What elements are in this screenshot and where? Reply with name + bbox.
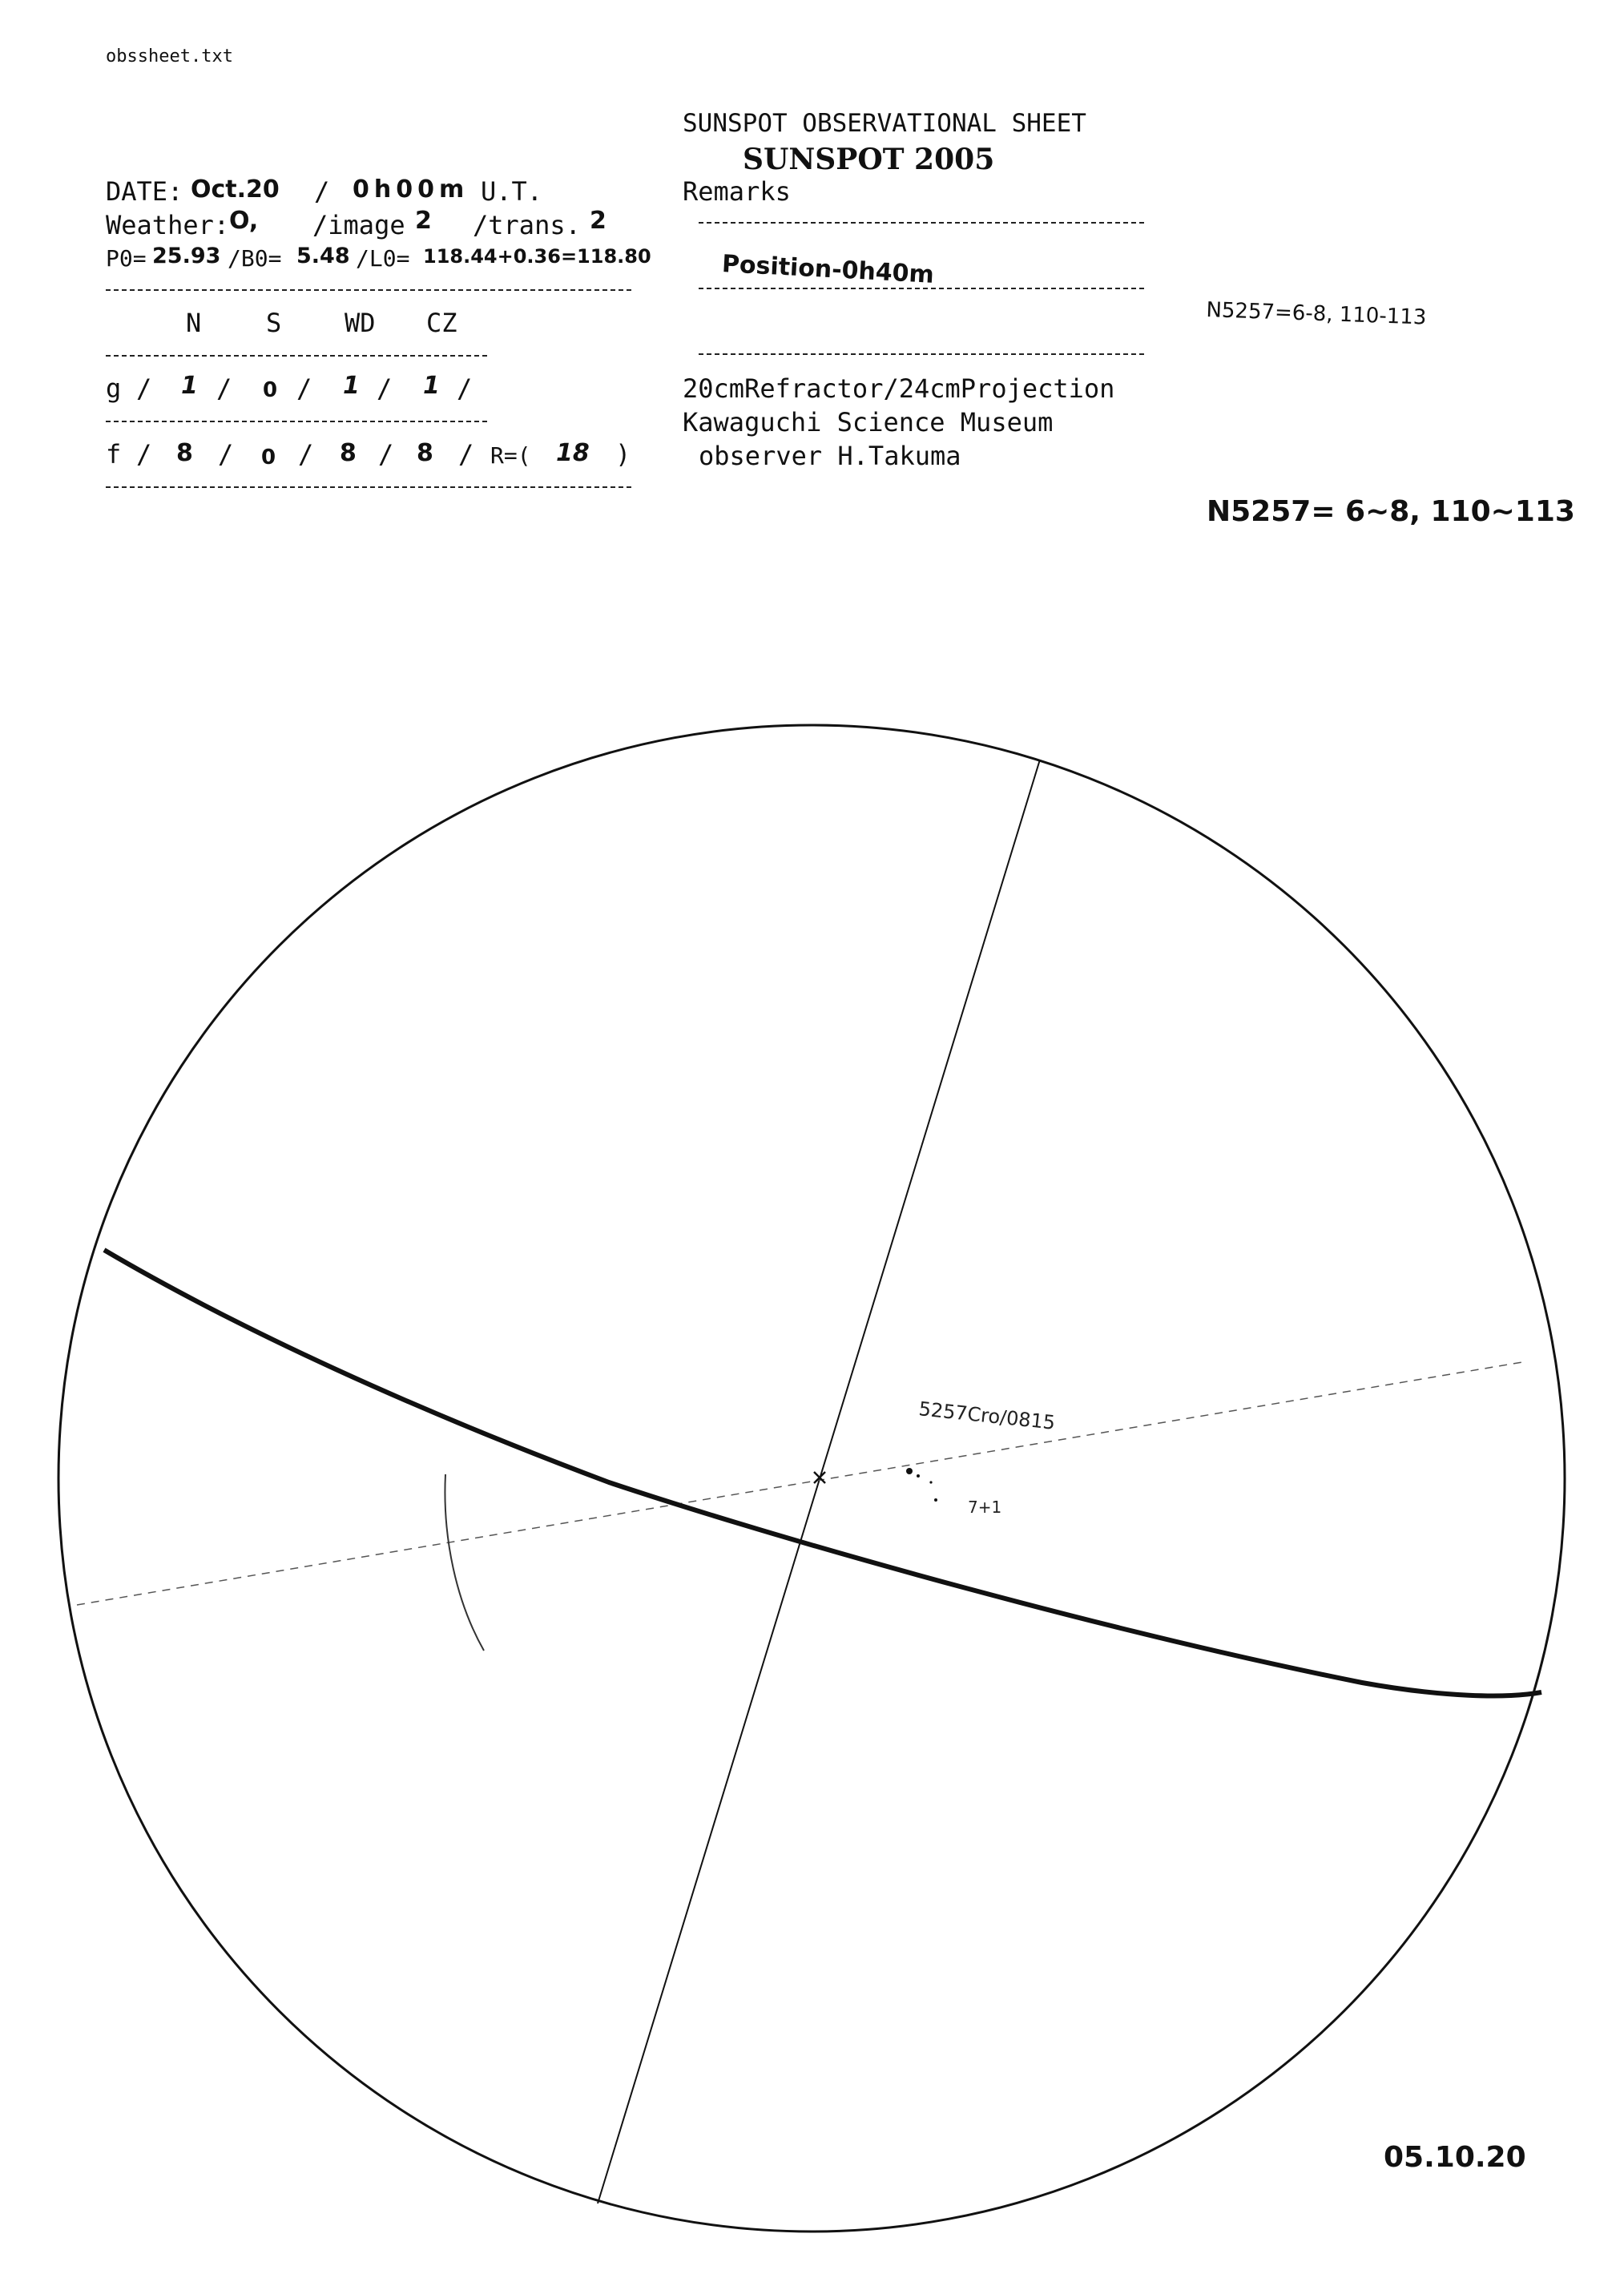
sunspot <box>917 1474 920 1478</box>
observer-text: observer H.Takuma <box>699 441 961 471</box>
g-n-value: 1 <box>181 372 198 400</box>
g-s-value: 0 <box>263 378 278 402</box>
f-row-label: f <box>106 439 122 470</box>
date-value: Oct.20 <box>191 175 280 204</box>
weather-label: Weather: <box>106 210 230 240</box>
b0-label: /B0= <box>228 245 282 272</box>
time-suffix: U.T. <box>481 176 543 207</box>
header-wd: WD <box>345 308 376 338</box>
f-s-value: 0 <box>261 446 276 470</box>
weather-value: O, <box>229 207 259 235</box>
side-note-bold: N5257= 6~8, 110~113 <box>1207 495 1575 528</box>
f-wd-value: 8 <box>340 439 357 467</box>
sunspot <box>906 1468 913 1474</box>
equator-dashed-line <box>77 1362 1522 1605</box>
institution-text: Kawaguchi Science Museum <box>683 407 1054 437</box>
f-row-slash: / <box>218 439 234 470</box>
p0-label: P0= <box>106 245 147 272</box>
r-value: 18 <box>556 439 590 467</box>
f-row-slash: / <box>136 439 152 470</box>
r-close: ) <box>615 439 631 470</box>
g-row-slash: / <box>216 373 232 404</box>
trans-value: 2 <box>590 207 606 235</box>
sunspot <box>934 1498 937 1502</box>
side-note-small: N5257=6-8, 110-113 <box>1205 298 1427 330</box>
sunspot-count-label: 7+1 <box>968 1498 1002 1517</box>
sunspot <box>929 1481 932 1483</box>
image-label: /image <box>312 210 405 240</box>
header-n: N <box>186 308 202 338</box>
date-separator: / <box>314 176 330 207</box>
sheet-year-title: SUNSPOT 2005 <box>743 143 995 176</box>
f-row-slash: / <box>298 439 314 470</box>
g-row-slash: / <box>457 373 473 404</box>
file-name: obssheet.txt <box>106 46 233 67</box>
f-n-value: 8 <box>176 439 193 467</box>
g-row-slash: / <box>377 373 393 404</box>
separator-lines <box>106 223 1144 487</box>
instrument-text: 20cmRefractor/24cmProjection <box>683 373 1115 404</box>
time-value: 0h00m <box>353 175 469 204</box>
header-s: S <box>266 308 282 338</box>
remarks-note: Position-0h40m <box>721 250 935 289</box>
sunspot-group-label: 5257Cro/0815 <box>917 1397 1057 1434</box>
b0-value: 5.48 <box>296 244 350 268</box>
header-cz: CZ <box>426 308 457 338</box>
l0-label: /L0= <box>356 245 410 272</box>
trans-label: /trans. <box>473 210 581 240</box>
g-row-slash: / <box>136 373 152 404</box>
limb-arc <box>445 1474 484 1651</box>
g-row-label: g <box>106 373 122 404</box>
solar-disk-outline <box>58 725 1565 2232</box>
f-row-slash: / <box>458 439 474 470</box>
g-cz-value: 1 <box>423 372 440 400</box>
l0-value: 118.44+0.36=118.80 <box>423 245 651 268</box>
rotation-axis-line <box>598 760 1040 2203</box>
r-label: R=( <box>490 442 531 469</box>
remarks-label: Remarks <box>683 176 791 207</box>
p0-value: 25.93 <box>152 244 221 268</box>
sunspot-group <box>906 1468 937 1502</box>
g-wd-value: 1 <box>343 372 360 400</box>
date-label: DATE: <box>106 176 183 207</box>
sheet-title: SUNSPOT OBSERVATIONAL SHEET <box>683 109 1086 138</box>
g-row-slash: / <box>296 373 312 404</box>
image-value: 2 <box>415 207 432 235</box>
f-row-slash: / <box>378 439 394 470</box>
f-cz-value: 8 <box>417 439 433 467</box>
stamp-date: 05.10.20 <box>1384 2141 1526 2174</box>
